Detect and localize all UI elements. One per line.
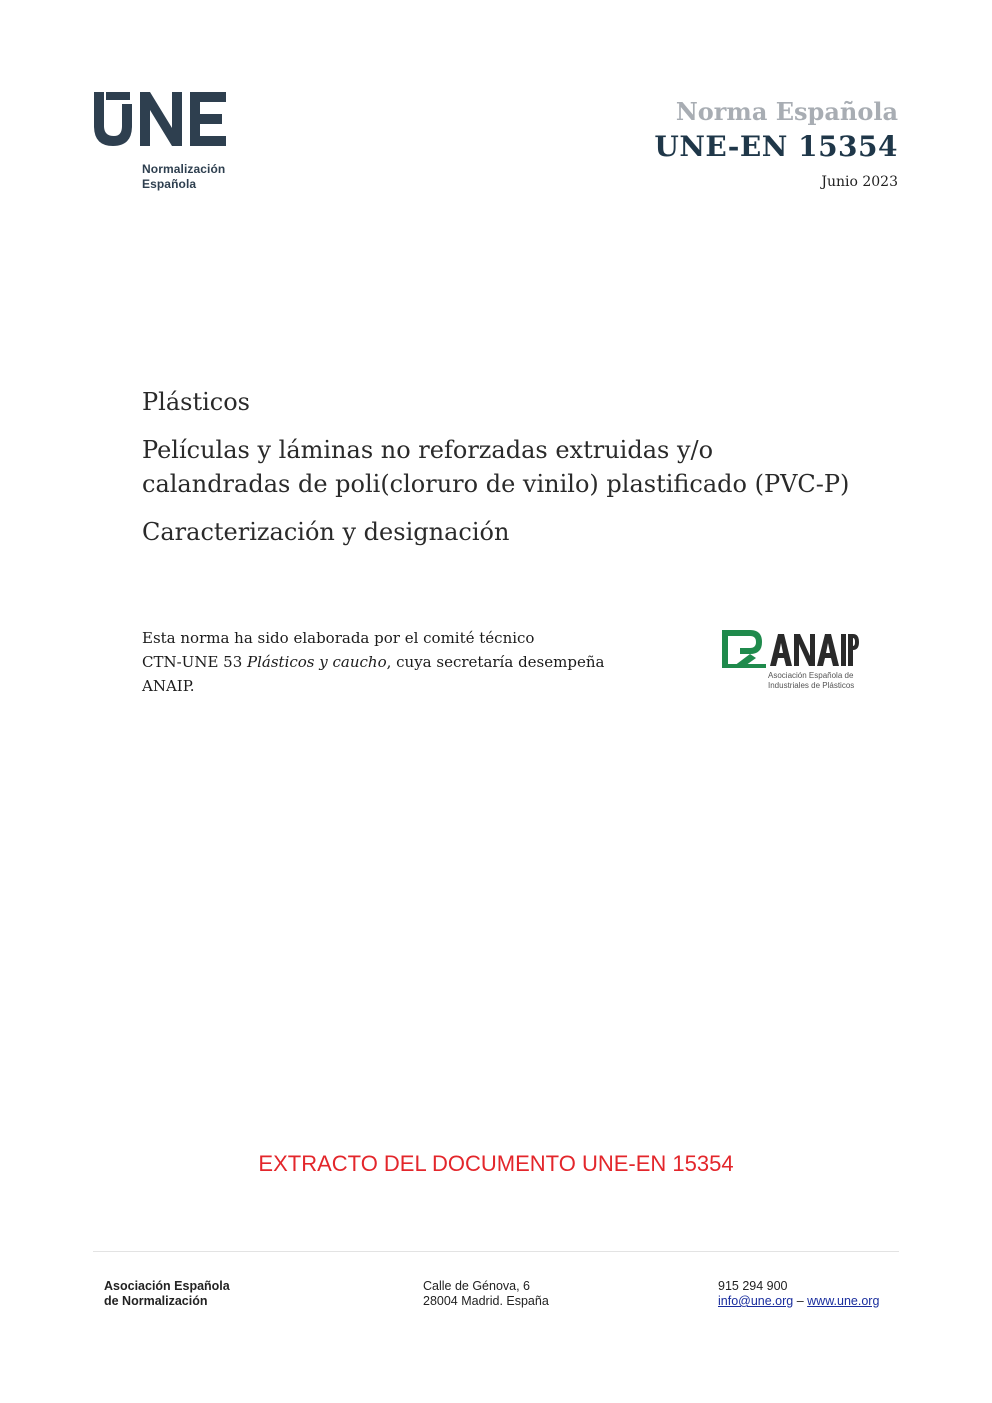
committee-name: Plásticos y caucho <box>247 653 387 671</box>
une-logo-line2: Española <box>142 177 197 191</box>
title-main: Plásticos <box>142 388 250 416</box>
footer-organization <box>104 1279 230 1309</box>
anaip-logo <box>720 628 870 698</box>
footer-org-line1: Asociación Española <box>104 1279 230 1293</box>
anaip-wordmark-icon <box>720 628 860 672</box>
footer-link-separator: – <box>793 1294 808 1308</box>
extract-notice: EXTRACTO DEL DOCUMENTO UNE-EN 15354 <box>258 1151 734 1176</box>
footer-email-link[interactable]: info@une.org <box>718 1294 794 1308</box>
une-logo-subtitle <box>142 162 225 192</box>
committee-line3: ANAIP. <box>142 677 195 695</box>
footer-address-line2: 28004 Madrid. España <box>423 1294 549 1308</box>
une-logo <box>92 90 252 200</box>
committee-line2 <box>142 650 702 674</box>
footer-links <box>718 1294 879 1309</box>
norma-label: Norma Española <box>675 97 898 126</box>
anaip-sub-line2: Industriales de Plásticos <box>768 681 855 690</box>
title-block <box>142 385 922 549</box>
document-header <box>654 96 898 190</box>
footer-address <box>423 1279 549 1309</box>
committee-statement <box>142 626 702 698</box>
une-logo-line1: Normalización <box>142 162 226 176</box>
footer-contact <box>718 1279 879 1309</box>
footer-address-line1: Calle de Génova, 6 <box>423 1279 531 1293</box>
anaip-sub-line1: Asociación Española de <box>768 671 854 680</box>
footer-org-line2: de Normalización <box>104 1294 208 1308</box>
title-part: Caracterización y designación <box>142 518 510 546</box>
committee-code: CTN-UNE 53 <box>142 653 248 671</box>
anaip-logo-subtitle <box>768 671 854 691</box>
une-wordmark-icon <box>92 90 232 148</box>
norma-date: Junio 2023 <box>821 174 898 190</box>
footer-web-link[interactable]: www.une.org <box>807 1294 880 1308</box>
norma-code: UNE-EN 15354 <box>654 130 898 163</box>
footer-phone: 915 294 900 <box>718 1279 788 1293</box>
title-sub-line2: calandradas de poli(cloruro de vinilo) plastificado (PVC-P) <box>142 470 850 498</box>
footer-divider <box>93 1251 899 1252</box>
committee-line1: Esta norma ha sido elaborada por el comité técnico <box>142 629 535 647</box>
title-sub-line1: Películas y láminas no reforzadas extruidas y/o <box>142 436 714 464</box>
committee-suffix: , cuya secretaría desempeña <box>386 653 605 671</box>
